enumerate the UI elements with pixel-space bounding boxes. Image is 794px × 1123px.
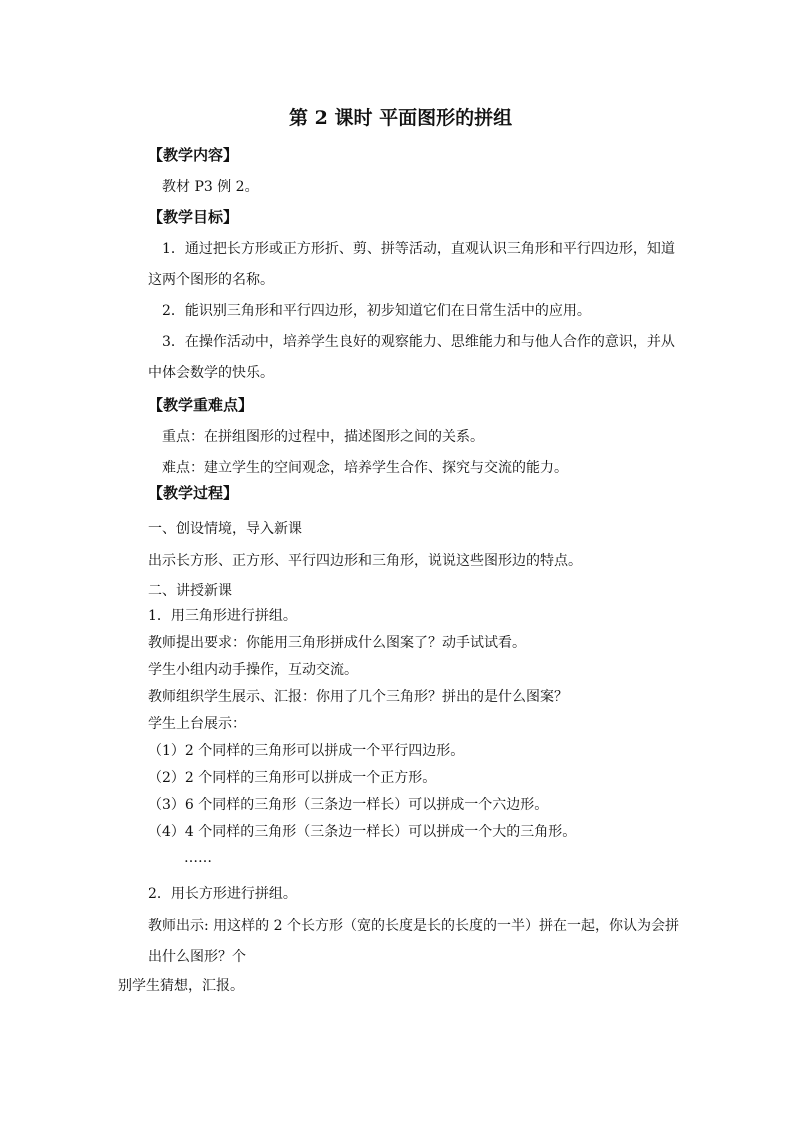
section-heading-content: 【教学内容】 [148, 146, 239, 164]
section-heading-key-points: 【教学重难点】 [148, 396, 254, 414]
page-title: 第 2 课时 平面图形的拼组 [289, 107, 513, 129]
goal-2: 2．能识别三角形和平行四边形，初步知道它们在日常生活中的应用。 [162, 303, 591, 319]
list-item: （4）4 个同样的三角形（三条边一样长）可以拼成一个大的三角形。 [148, 824, 577, 840]
goal-1-line-2: 这两个图形的名称。 [148, 272, 274, 288]
content-text: 教材 P3 例 2。 [162, 179, 259, 195]
part-2-title: 二、讲授新课 [148, 583, 232, 599]
goal-1-line-1: 1．通过把长方形或正方形折、剪、拼等活动，直观认识三角形和平行四边形，知道 [162, 241, 675, 257]
part-1-title: 一、创设情境，导入新课 [148, 521, 302, 537]
section-heading-goals: 【教学目标】 [148, 208, 239, 226]
list-item: （3）6 个同样的三角形（三条边一样长）可以拼成一个六边形。 [148, 797, 549, 813]
goal-3-line-1: 3．在操作活动中，培养学生良好的观察能力、思维能力和与他人合作的意识，并从 [162, 334, 675, 350]
step-2-line-3: 别学生猜想，汇报。 [118, 978, 244, 994]
key-point-text: 重点：在拼组图形的过程中，描述图形之间的关系。 [162, 429, 484, 445]
step-2-line-2: 出什么图形？个 [148, 949, 246, 965]
step-1-show: 学生上台展示： [148, 716, 246, 732]
step-1-group: 学生小组内动手操作，互动交流。 [148, 662, 358, 678]
step-2-line-1: 教师出示: 用这样的 2 个长方形（宽的长度是长的长度的一半）拼在一起，你认为会拼 [148, 918, 679, 934]
step-1-title: 1．用三角形进行拼组。 [148, 608, 297, 624]
list-item: （2）2 个同样的三角形可以拼成一个正方形。 [148, 770, 437, 786]
step-1-request: 教师提出要求：你能用三角形拼成什么图案了？动手试试看。 [148, 635, 526, 651]
part-1-text: 出示长方形、正方形、平行四边形和三角形，说说这些图形边的特点。 [148, 553, 582, 569]
goal-3-line-2: 中体会数学的快乐。 [148, 365, 274, 381]
step-2-title: 2．用长方形进行拼组。 [148, 886, 297, 902]
difficult-point-text: 难点：建立学生的空间观念，培养学生合作、探究与交流的能力。 [162, 460, 568, 476]
step-1-report: 教师组织学生展示、汇报：你用了几个三角形？拼出的是什么图案？ [148, 689, 568, 705]
ellipsis: …… [184, 850, 212, 866]
list-item: （1）2 个同样的三角形可以拼成一个平行四边形。 [148, 743, 465, 759]
section-heading-process: 【教学过程】 [148, 484, 239, 502]
